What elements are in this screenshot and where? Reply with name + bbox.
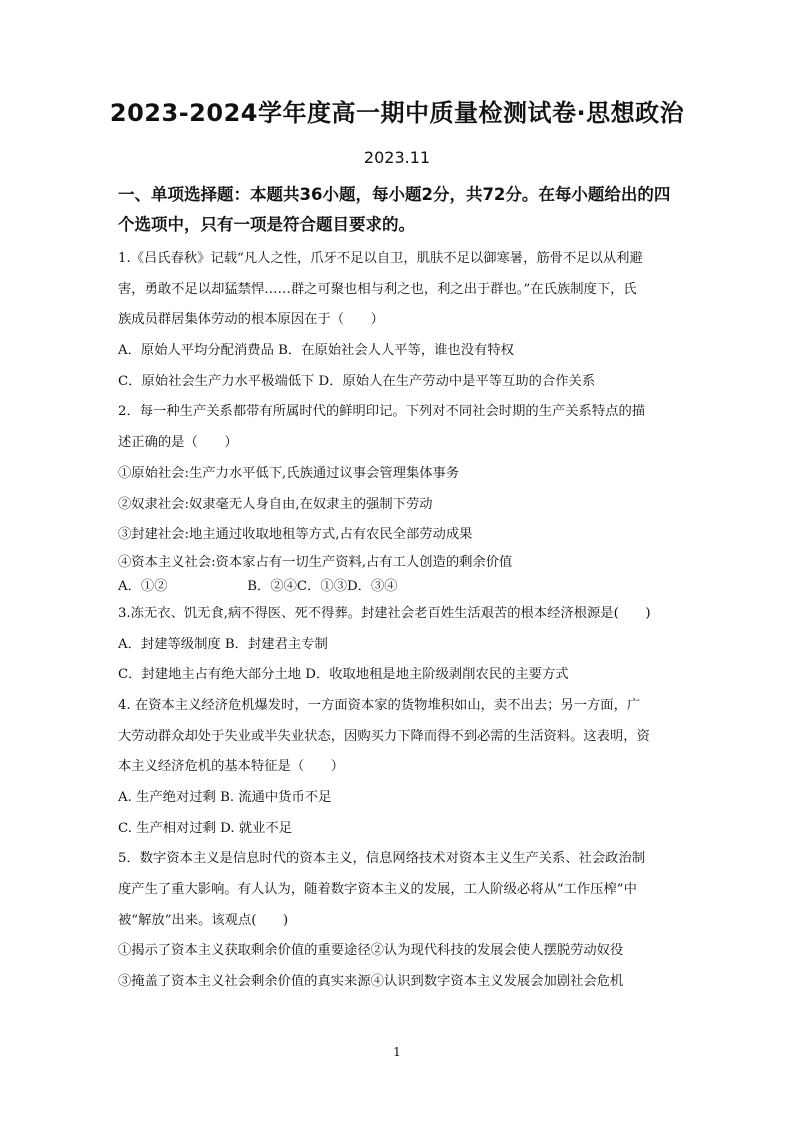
answer-options: A. 生产绝对过剩 B. 流通中货币不足 (118, 790, 332, 805)
question-stem-line: 3.冻无衣、饥无食,病不得医、死不得葬。封建社会老百姓生活艰苦的根本经济根源是( ) (118, 605, 651, 621)
question-5 (118, 844, 678, 997)
question-1 (118, 244, 678, 397)
question-stem-line: 5．数字资本主义是信息时代的资本主义，信息网络技术对资本主义生产关系、社会政治制 (118, 851, 646, 867)
question-4 (118, 691, 678, 844)
statement-item: ①揭示了资本主义获取剩余价值的重要途径②认为现代科技的发展会使人摆脱劳动奴役 (118, 943, 624, 959)
page-number: 1 (393, 1045, 401, 1059)
statement-item: ②奴隶社会:奴隶毫无人身自由,在奴隶主的强制下劳动 (118, 496, 433, 512)
statement-item: ③封建社会:地主通过收取地租等方式,占有农民全部劳动成果 (118, 527, 473, 543)
answer-options: A．封建等级制度 B．封建君主专制 (118, 636, 328, 652)
question-3 (118, 599, 678, 691)
section-heading-line: 个选项中，只有一项是符合题目要求的。 (118, 215, 415, 234)
question-stem-line: 被“解放”出来。该观点( ) (118, 912, 289, 928)
question-stem-line: 本主义经济危机的基本特征是（ ） (118, 759, 345, 775)
questions-body (118, 244, 678, 998)
question-stem-line: 4. 在资本主义经济危机爆发时，一方面资本家的货物堆积如山，卖不出去；另一方面，广 (118, 697, 641, 713)
question-stem-line: 度产生了重大影响。有人认为，随着数字资本主义的发展，工人阶级必将从“工作压榨”中 (118, 882, 637, 898)
section-heading-line: 一、单项选择题：本题共36小题，每小题2分，共72分。在每小题给出的四 (118, 185, 671, 204)
exam-title: 2023-2024学年度高一期中质量检测试卷·思想政治 (109, 99, 685, 127)
statement-item: ①原始社会:生产力水平低下,氏族通过议事会管理集体事务 (118, 465, 460, 481)
question-stem-line: 1.《吕氏春秋》记载“凡人之性，爪牙不足以自卫，肌肤不足以御寒暑，筋骨不足以从利避 (118, 251, 643, 266)
answer-options: A．①② B．②④C．①③D．③④ (118, 578, 398, 594)
statement-item: ③掩盖了资本主义社会剩余价值的真实来源④认识到数字资本主义发展会加剧社会危机 (118, 974, 624, 990)
question-stem-line: 2．每一种生产关系都带有所属时代的鲜明印记。下列对不同社会时期的生产关系特点的描 (118, 404, 646, 420)
question-stem-line: 害，勇敢不足以却猛禁悍……群之可聚也相与利之也，利之出于群也。”在氏族制度下，氏 (118, 281, 637, 297)
answer-options: C．原始社会生产力水平极端低下 D．原始人在生产劳动中是平等互助的合作关系 (118, 373, 596, 389)
exam-date: 2023.11 (363, 148, 431, 167)
statement-item: ④资本主义社会:资本家占有一切生产资料,占有工人创造的剩余价值 (118, 554, 513, 570)
question-stem-line: 大劳动群众却处于失业或半失业状态，因购买力下降而得不到必需的生活资料。这表明，资 (118, 728, 650, 744)
question-2 (118, 397, 678, 598)
question-stem-line: 族成员群居集体劳动的根本原因在于（ ） (118, 312, 384, 328)
section-heading (118, 180, 678, 240)
answer-options: C．封建地主占有绝大部分土地 D．收取地租是地主阶级剥削农民的主要方式 (118, 667, 569, 683)
question-stem-line: 述正确的是（ ） (118, 435, 238, 451)
answer-options: C. 生产相对过剩 D. 就业不足 (118, 820, 292, 836)
answer-options: A．原始人平均分配消费品 B．在原始社会人人平等，谁也没有特权 (118, 343, 514, 359)
